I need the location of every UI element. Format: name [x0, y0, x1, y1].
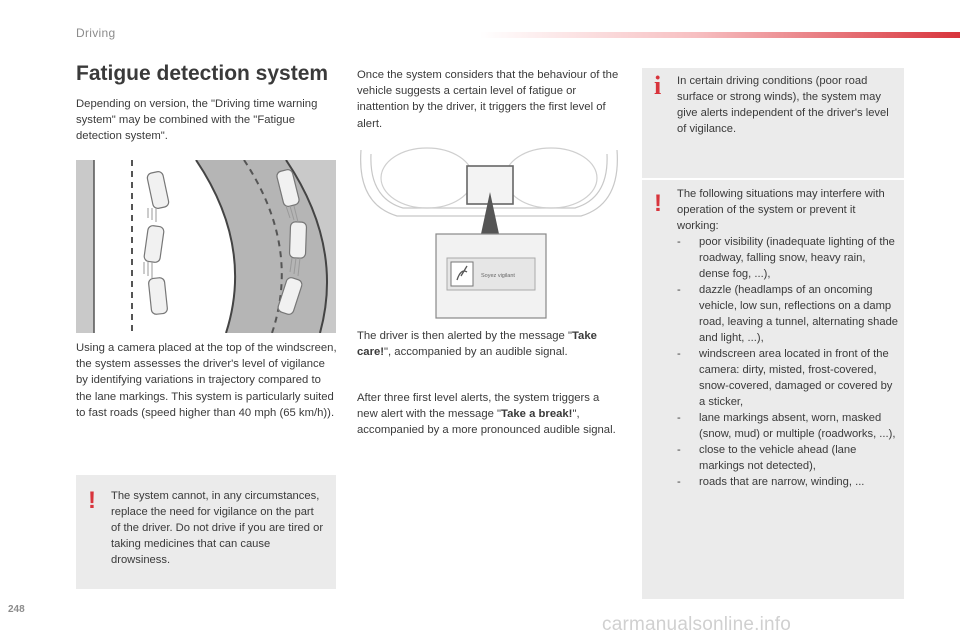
list-item: - close to the vehicle ahead (lane markings not detected),: [677, 444, 857, 472]
section-label: Driving: [76, 26, 116, 40]
intro-paragraph: Depending on version, the "Driving time warning system" may be combined with the "Fatigue detection system".: [76, 98, 318, 143]
page-number: 248: [8, 604, 25, 615]
warning-box-right: [642, 180, 904, 599]
road-shoulder-left: [76, 160, 94, 333]
take-a-break-message: Take a break!: [501, 408, 573, 421]
vehicle-icon: [289, 222, 306, 259]
vehicle-icon: [148, 277, 168, 314]
exclamation-icon: !: [88, 487, 96, 514]
interference-list: [677, 234, 899, 490]
info-icon: i: [654, 71, 662, 100]
take-care-message: Take care!: [357, 330, 597, 359]
exclamation-icon: !: [654, 190, 662, 217]
instrument-panel-diagram: [357, 144, 621, 328]
info-text: In certain driving conditions (poor road surface or strong winds), the system may give alerts independent of the driver's level of vigilance.: [677, 75, 889, 135]
second-alert-paragraph: After three first level alerts, the system triggers a new alert with the message "Take a break!", accompanied by a more pronounced audible signal.: [357, 392, 616, 437]
watermark: carmanualsonline.info: [602, 614, 792, 635]
header-accent-bar: [480, 32, 960, 38]
list-item: - lane markings absent, worn, masked (snow, mud) or multiple (roadworks, ...),: [677, 412, 896, 440]
list-item: - dazzle (headlamps of an oncoming vehicle, low sun, reflections on a damp road, leaving a tunnel, alternating shade and light, ...),: [677, 284, 899, 344]
driver-alert-paragraph: The driver is then alerted by the message "Take care!", accompanied by an audible signal.: [357, 330, 597, 359]
camera-paragraph: Using a camera placed at the top of the windscreen, the system assesses the driver's level of vigilance by identifying variations in trajectory compared to the lane markings. This system is particularly suited to fast roads (speed higher than 40 mph (65 km/h)).: [76, 342, 337, 419]
lane-trajectory-diagram: [76, 160, 336, 333]
gauge-right: [505, 148, 597, 208]
warning-left-text: The system cannot, in any circumstances, replace the need for vigilance on the part of the driver. Do not drive if you are tired or taking medicines that can cause drowsiness.: [111, 490, 324, 566]
warning-box-left: [76, 475, 336, 589]
info-box: [642, 68, 904, 178]
list-item: - windscreen area located in front of the camera: dirty, misted, frost-covered, snow-covered, damaged or covered by a sticker,: [677, 348, 893, 408]
gauge-left: [381, 148, 473, 208]
list-item: - roads that are narrow, winding, ...: [677, 476, 865, 488]
interference-intro: The following situations may interfere with operation of the system or prevent it working:: [677, 188, 885, 232]
screen-message: Soyez vigilant: [481, 273, 515, 279]
page-title: Fatigue detection system: [76, 62, 329, 85]
list-item: - poor visibility (inadequate lighting of the roadway, falling snow, heavy rain, dense fog, ...),: [677, 236, 895, 280]
alert-trigger-paragraph: Once the system considers that the behaviour of the vehicle suggests a certain level of fatigue or inattention by the driver, it triggers the first level of alert.: [357, 69, 619, 130]
